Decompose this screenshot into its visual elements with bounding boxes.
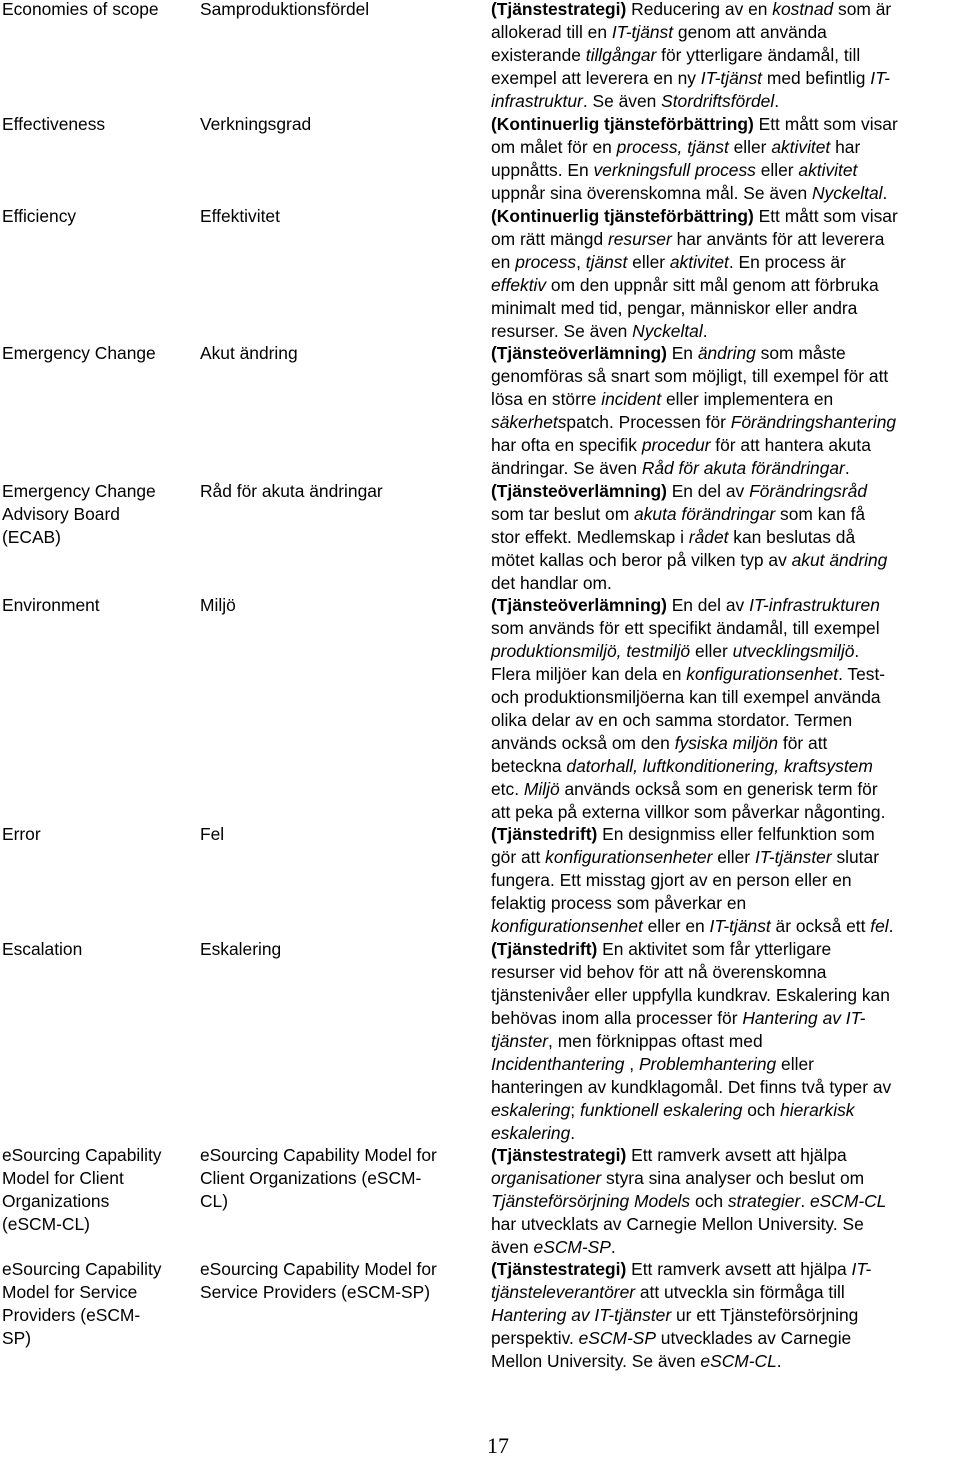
definition-line: (Tjänstestrategi) Ett ramverk avsett att hjälpa (491, 1145, 847, 1165)
page-number: 17 (487, 1433, 509, 1458)
definition-line: (Kontinuerlig tjänsteförbättring) Ett mått som visar (491, 114, 898, 134)
definition-line: eskalering; funktionell eskalering och hierarkisk (491, 1100, 855, 1120)
definition-line: ändringar. Se även Råd för akuta förändringar. (491, 458, 850, 478)
definition-line: Incidenthantering , Problemhantering eller (491, 1054, 814, 1074)
definition (491, 0, 960, 113)
english-term-line: Environment (2, 595, 100, 615)
definition-line: även eSCM-SP. (491, 1237, 616, 1257)
english-term-line: Model for Service (2, 1282, 138, 1302)
english-term (2, 1144, 192, 1236)
definition (491, 938, 960, 1145)
definition-line: organisationer styra sina analyser och beslut om (491, 1168, 865, 1188)
definition-line: beteckna datorhall, luftkonditionering, kraftsystem (491, 756, 873, 776)
definition-line: Hantering av IT-tjänster ur ett Tjänsteförsörjning (491, 1305, 859, 1325)
swedish-term-line: Råd för akuta ändringar (200, 481, 383, 501)
english-term (2, 938, 192, 961)
definition (491, 823, 960, 938)
definition-line: genomföras så snart som möjligt, till exempel för att (491, 366, 889, 386)
swedish-term-line: CL) (200, 1191, 229, 1211)
definition-line: om målet för en process, tjänst eller aktivitet har (491, 137, 861, 157)
definition-line: som används för ett specifikt ändamål, till exempel (491, 618, 880, 638)
definition-line: (Tjänstedrift) En designmiss eller felfunktion som (491, 824, 875, 844)
definition (491, 1144, 960, 1259)
definition-line: gör att konfigurationsenheter eller IT-tjänster slutar (491, 847, 879, 867)
definition-line: tjänstenivåer eller uppfylla kundkrav. Eskalering kan (491, 985, 890, 1005)
english-term (2, 480, 192, 549)
english-term-line: Economies of scope (2, 0, 159, 19)
swedish-term (200, 113, 485, 136)
definition-line: felaktig process som påverkar en (491, 893, 747, 913)
swedish-term (200, 342, 485, 365)
definition-line: (Tjänstestrategi) Ett ramverk avsett att hjälpa IT- (491, 1259, 872, 1279)
swedish-term-line: Akut ändring (200, 343, 298, 363)
english-term-line: Emergency Change (2, 481, 156, 501)
definition-line: att peka på externa villkor som påverkar någonting. (491, 802, 886, 822)
swedish-term-line: eSourcing Capability Model for (200, 1145, 437, 1165)
english-term-line: SP) (2, 1328, 31, 1348)
definition-line: exempel att leverera en ny IT-tjänst med befintlig IT- (491, 68, 890, 88)
definition (491, 1258, 960, 1373)
english-term-line: (ECAB) (2, 527, 61, 547)
swedish-term-line: Samproduktionsfördel (200, 0, 370, 19)
swedish-term (200, 205, 485, 228)
english-term-line: Error (2, 824, 41, 844)
english-term (2, 113, 192, 136)
definition (491, 342, 960, 480)
definition-line: Tjänsteförsörjning Models och strategier. eSCM-CL (491, 1191, 887, 1211)
definition-line: som tar beslut om akuta förändringar som kan få (491, 504, 866, 524)
definition-line: konfigurationsenhet eller en IT-tjänst är också ett fel. (491, 916, 894, 936)
definition-line: lösa en större incident eller implementera en (491, 389, 834, 409)
swedish-term (200, 938, 485, 961)
definition-line: (Tjänsteöverlämning) En del av IT-infrastrukturen (491, 595, 880, 615)
swedish-term-line: Fel (200, 824, 225, 844)
definition (491, 594, 960, 824)
definition-line: tjänsteleverantörer att utveckla sin förmåga till (491, 1282, 845, 1302)
english-term-line: Emergency Change (2, 343, 156, 363)
english-term (2, 823, 192, 846)
definition-line: har utvecklats av Carnegie Mellon University. Se (491, 1214, 864, 1234)
definition-line: infrastruktur. Se även Stordriftsfördel. (491, 91, 780, 111)
swedish-term (200, 0, 485, 21)
swedish-term-line: eSourcing Capability Model for (200, 1259, 437, 1279)
definition-line: säkerhetspatch. Processen för Förändringshantering (491, 412, 897, 432)
definition-line: resurser. Se även Nyckeltal. (491, 321, 708, 341)
definition (491, 113, 960, 205)
definition-line: existerande tillgångar för ytterligare ändamål, till (491, 45, 861, 65)
definition-line: och produktionsmiljöerna kan till exempel använda (491, 687, 881, 707)
definition (491, 205, 960, 343)
definition-line: en process, tjänst eller aktivitet. En process är (491, 252, 846, 272)
english-term-line: Escalation (2, 939, 83, 959)
definition (491, 480, 960, 595)
definition-line: mötet kallas och beror på vilken typ av akut ändring (491, 550, 888, 570)
definition-line: produktionsmiljö, testmiljö eller utvecklingsmiljö. (491, 641, 860, 661)
definition-line: om rätt mängd resurser har använts för att leverera (491, 229, 885, 249)
english-term-line: Advisory Board (2, 504, 120, 524)
definition-line: (Tjänsteöverlämning) En ändring som måste (491, 343, 846, 363)
swedish-term-line: Service Providers (eSCM-SP) (200, 1282, 430, 1302)
definition-line: (Tjänstedrift) En aktivitet som får ytterligare (491, 939, 832, 959)
swedish-term-line: Effektivitet (200, 206, 280, 226)
english-term-line: Model for Client (2, 1168, 124, 1188)
english-term-line: (eSCM-CL) (2, 1214, 90, 1234)
definition-line: fungera. Ett misstag gjort av en person eller en (491, 870, 852, 890)
swedish-term-line: Eskalering (200, 939, 282, 959)
swedish-term (200, 823, 485, 846)
definition-line: allokerad till en IT-tjänst genom att använda (491, 22, 827, 42)
definition-line: (Tjänstestrategi) Reducering av en kostnad som är (491, 0, 892, 19)
english-term-line: Organizations (2, 1191, 110, 1211)
definition-line: olika delar av en och samma stordator. Termen (491, 710, 853, 730)
swedish-term (200, 1258, 485, 1304)
definition-line: eskalering. (491, 1123, 576, 1143)
definition-line: stor effekt. Medlemskap i rådet kan beslutas då (491, 527, 856, 547)
definition-line: har ofta en specifik procedur för att hantera akuta (491, 435, 871, 455)
definition-line: behövas inom alla processer för Hantering av IT- (491, 1008, 866, 1028)
definition-line: Mellon University. Se även eSCM-CL. (491, 1351, 782, 1371)
swedish-term-line: Client Organizations (eSCM- (200, 1168, 422, 1188)
definition-line: det handlar om. (491, 573, 612, 593)
definition-line: används också om den fysiska miljön för att (491, 733, 828, 753)
english-term-line: Providers (eSCM- (2, 1305, 141, 1325)
english-term-line: Efficiency (2, 206, 77, 226)
definition-line: Flera miljöer kan dela en konfigurationsenhet. Test- (491, 664, 886, 684)
english-term-line: Effectiveness (2, 114, 106, 134)
definition-line: (Tjänsteöverlämning) En del av Förändringsråd (491, 481, 867, 501)
definition-line: resurser vid behov för att nå överenskomna (491, 962, 827, 982)
definition-line: etc. Miljö används också som en generisk term för (491, 779, 878, 799)
swedish-term (200, 594, 485, 617)
definition-line: uppnåtts. En verkningsfull process eller aktivitet (491, 160, 858, 180)
definition-line: uppnår sina överenskomna mål. Se även Nyckeltal. (491, 183, 888, 203)
definition-line: (Kontinuerlig tjänsteförbättring) Ett mått som visar (491, 206, 898, 226)
definition-line: hanteringen av kundklagomål. Det finns två typer av (491, 1077, 892, 1097)
definition-line: effektiv om den uppnår sitt mål genom att förbruka (491, 275, 879, 295)
english-term-line: eSourcing Capability (2, 1259, 162, 1279)
definition-line: perspektiv. eSCM-SP utvecklades av Carnegie (491, 1328, 852, 1348)
swedish-term (200, 1144, 485, 1213)
english-term-line: eSourcing Capability (2, 1145, 162, 1165)
english-term (2, 0, 192, 21)
english-term (2, 1258, 192, 1350)
english-term (2, 342, 192, 365)
english-term (2, 205, 192, 228)
definition-line: minimalt med tid, pengar, människor eller andra (491, 298, 858, 318)
swedish-term (200, 480, 485, 503)
english-term (2, 594, 192, 617)
swedish-term-line: Verkningsgrad (200, 114, 312, 134)
swedish-term-line: Miljö (200, 595, 236, 615)
definition-line: tjänster, men förknippas oftast med (491, 1031, 763, 1051)
